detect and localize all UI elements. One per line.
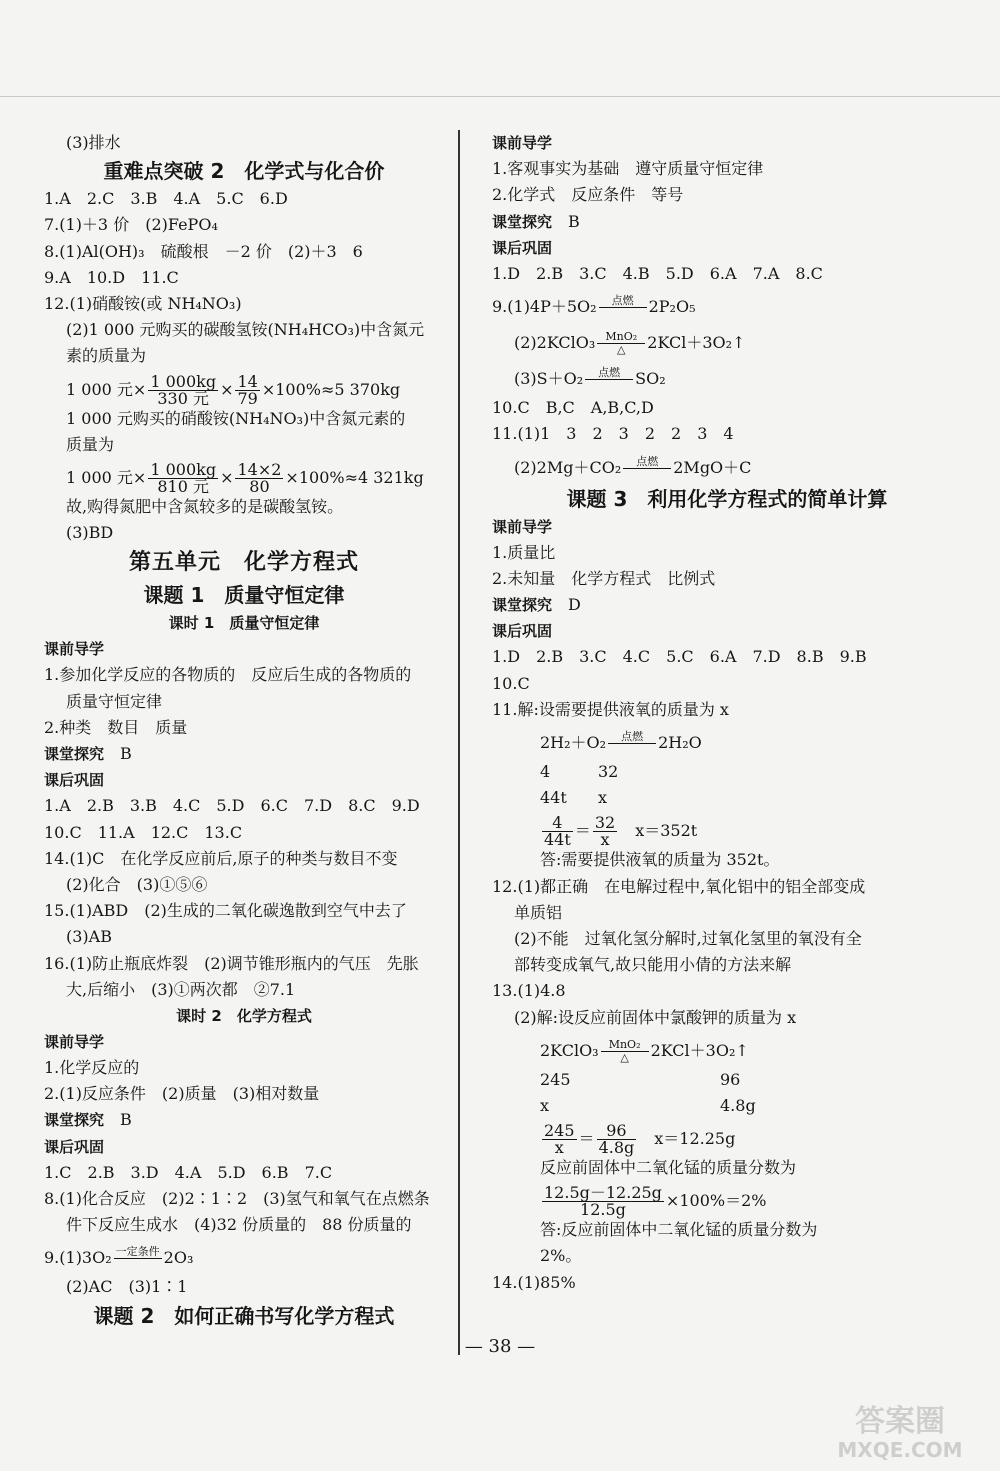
reaction-arrow: MnO₂ △ bbox=[601, 1039, 649, 1064]
answer-line: 1.A 2.B 3.B 4.C 5.D 6.C 7.D 8.C 9.D bbox=[44, 796, 420, 816]
fraction: $\frac{32}{x}$ bbox=[594, 813, 616, 850]
answer-line: 单质铝 bbox=[514, 902, 563, 922]
subsection-label: 课前导学 bbox=[44, 1032, 105, 1051]
fraction: $\frac{1 000kg}{\text{810 元}}$ bbox=[150, 459, 217, 496]
answer-line: 14.(1)C 在化学反应前后,原子的种类与数目不变 bbox=[44, 848, 398, 868]
left-column bbox=[44, 130, 444, 1331]
answer-line: 答:需要提供液氧的质量为 352t。 bbox=[540, 850, 780, 870]
answer-line: 1 000 元购买的硝酸铵(NH₄NO₃)中含氮元素的 bbox=[66, 408, 406, 428]
fraction: $\frac{4}{44t}$ bbox=[544, 813, 571, 850]
calc-row: 44t x bbox=[540, 788, 608, 808]
answer-line: 1.客观事实为基础 遵守质量守恒定律 bbox=[492, 159, 764, 179]
answer-line: (3)BD bbox=[66, 523, 114, 543]
answer-line: 13.(1)4.8 bbox=[492, 981, 566, 1001]
watermark-url: MXQE.COM bbox=[837, 1438, 963, 1462]
answer-line: 答:反应前固体中二氧化锰的质量分数为 bbox=[540, 1220, 818, 1240]
chemical-equation: 2KClO₃ MnO₂ △ 2KCl＋3O₂↑ bbox=[540, 1037, 749, 1064]
answer-line: 1.D 2.B 3.C 4.B 5.D 6.A 7.A 8.C bbox=[492, 263, 823, 283]
answer-line: 10.C bbox=[492, 673, 530, 693]
chemical-equation: 2H₂＋O₂ 点燃 2H₂O bbox=[492, 723, 962, 759]
reaction-arrow: 一定条件 bbox=[115, 1245, 160, 1259]
reaction-arrow: MnO₂ △ bbox=[597, 331, 645, 356]
answer-line: 9.A 10.D 11.C bbox=[44, 267, 179, 287]
fraction: $\frac{14}{79}$ bbox=[237, 371, 258, 408]
reaction-arrow: 点燃 bbox=[608, 731, 656, 756]
answer-line: 11.(1)1 3 2 3 2 2 3 4 bbox=[492, 424, 734, 444]
answer-line: 部转变成氧气,故只能用小倩的方法来解 bbox=[514, 955, 792, 975]
subsection-label: 课后巩固 bbox=[44, 1137, 105, 1156]
fraction-expression: $\frac{12.5g-12.25g}{12.5g}$ ×100%＝2% bbox=[544, 1183, 767, 1220]
watermark-logo bbox=[810, 1395, 990, 1465]
subsection-label: 课后巩固 bbox=[492, 622, 553, 641]
answer-line: 16.(1)防止瓶底炸裂 (2)调节锥形瓶内的气压 先胀 bbox=[44, 953, 419, 973]
answer-line: 质量守恒定律 bbox=[66, 691, 163, 711]
answer-line: 12.(1)硝酸铵(或 NH₄NO₃) bbox=[44, 293, 242, 313]
right-column bbox=[492, 130, 962, 1296]
answer-line: (2)AC (3)1∶1 bbox=[66, 1277, 188, 1297]
subsection-label: 课后巩固 bbox=[44, 771, 105, 790]
fraction-expression: 1 000 元× $\frac{1 000kg}{\text{810 元}}$ × $\frac{14\times 2}{80}$ ×100%≈4 321kg bbox=[66, 459, 424, 496]
subsection-answer: 课堂探究 B bbox=[492, 211, 580, 231]
calc-row: 4 32 bbox=[540, 762, 619, 781]
page-number: — 38 — bbox=[464, 1336, 536, 1357]
answer-line: (3)排水 bbox=[66, 133, 121, 152]
unit-heading: 第五单元 化学方程式 bbox=[128, 550, 359, 576]
fraction: $\frac{12.5g-12.25g}{12.5g}$ bbox=[544, 1183, 662, 1220]
answer-line: (2)不能 过氧化氢分解时,过氧化氢里的氧没有全 bbox=[514, 928, 862, 948]
answer-line: 14.(1)85% bbox=[492, 1272, 576, 1292]
reaction-arrow: 点燃 bbox=[585, 367, 633, 392]
answer-line: 11.解:设需要提供液氧的质量为 x bbox=[492, 699, 729, 719]
answer-line: 大,后缩小 (3)①两次都 ②7.1 bbox=[66, 979, 296, 999]
answer-line: 15.(1)ABD (2)生成的二氧化碳逸散到空气中去了 bbox=[44, 901, 407, 921]
answer-line: 素的质量为 bbox=[66, 346, 147, 366]
answer-line: 2.(1)反应条件 (2)质量 (3)相对数量 bbox=[44, 1084, 320, 1104]
subsection-answer: 课堂探究 D bbox=[492, 595, 581, 615]
fraction: $\frac{245}{x}$ bbox=[544, 1121, 575, 1158]
reaction-arrow: 点燃 bbox=[599, 295, 647, 320]
answer-line: (2)解:设反应前固体中氯酸钾的质量为 x bbox=[514, 1007, 797, 1027]
answer-line: 质量为 bbox=[66, 434, 115, 454]
answer-line: 2.未知量 化学方程式 比例式 bbox=[492, 568, 716, 588]
answer-line: 10.C 11.A 12.C 13.C bbox=[44, 822, 243, 842]
answer-line: 8.(1)化合反应 (2)2∶1∶2 (3)氢气和氧气在点燃条 bbox=[44, 1189, 430, 1208]
chemical-equation: 9.(1)4P＋5O₂ 点燃 2P₂O₅ bbox=[492, 287, 962, 323]
answer-line: 反应前固体中二氧化锰的质量分数为 bbox=[540, 1158, 797, 1178]
subsection-label: 课前导学 bbox=[44, 640, 105, 659]
answer-line: 1.参加化学反应的各物质的 反应后生成的各物质的 bbox=[44, 665, 412, 685]
answer-line: 2%。 bbox=[540, 1246, 582, 1266]
topic-heading: 课题 2 如何正确书写化学方程式 bbox=[93, 1303, 395, 1328]
answer-line: 1.C 2.B 3.D 4.A 5.D 6.B 7.C bbox=[44, 1162, 333, 1182]
subsection-answer: 课堂探究 B bbox=[44, 1110, 132, 1130]
fraction: $\frac{1 000kg}{\text{330 元}}$ bbox=[150, 371, 217, 408]
chemical-equation: (3)S＋O₂ 点燃 SO₂ bbox=[492, 359, 962, 395]
subsection-label: 课前导学 bbox=[492, 134, 553, 152]
answer-line: 1.A 2.C 3.B 4.A 5.C 6.D bbox=[44, 189, 288, 209]
answer-line: 2.种类 数目 质量 bbox=[44, 717, 188, 737]
answer-line: 1.质量比 bbox=[492, 542, 556, 562]
answer-line: (3)AB bbox=[66, 927, 112, 947]
answer-line: (2)化合 (3)①⑤⑥ bbox=[66, 874, 208, 894]
answer-line: 故,购得氮肥中含氮较多的是碳酸氢铵。 bbox=[66, 496, 344, 516]
answer-line: 12.(1)都正确 在电解过程中,氧化铝中的铝全部变成 bbox=[492, 876, 866, 896]
lesson-heading: 课时 1 质量守恒定律 bbox=[168, 614, 320, 633]
reaction-arrow: 点燃 bbox=[623, 456, 671, 481]
lesson-heading: 课时 2 化学方程式 bbox=[176, 1006, 312, 1025]
column-divider bbox=[458, 130, 460, 1355]
subsection-label: 课后巩固 bbox=[492, 238, 553, 257]
answer-line: 件下反应生成水 (4)32 份质量的 88 份质量的 bbox=[66, 1215, 412, 1235]
fraction: $\frac{14\times 2}{80}$ bbox=[237, 459, 282, 496]
answer-line: 8.(1)Al(OH)₃ 硫酸根 －2 价 (2)＋3 6 bbox=[44, 241, 363, 261]
answer-line: 2.化学式 反应条件 等号 bbox=[492, 185, 684, 205]
chemical-equation: 9.(1)3O₂ 一定条件 2O₃ bbox=[44, 1238, 444, 1274]
calc-row: 245 96 bbox=[540, 1069, 741, 1089]
subsection-answer: 课堂探究 B bbox=[44, 744, 132, 763]
calc-row: x 4.8g bbox=[540, 1095, 756, 1115]
topic-heading: 课题 3 利用化学方程式的简单计算 bbox=[566, 486, 888, 511]
scan-edge-line bbox=[0, 96, 1000, 97]
fraction: $\frac{96}{4.8g}$ bbox=[598, 1121, 635, 1158]
answer-line: 1.化学反应的 bbox=[44, 1058, 140, 1078]
proportion-expression: $\frac{245}{x}$ ＝ $\frac{96}{4.8g}$ x＝12.25g bbox=[544, 1121, 736, 1158]
answer-line: 1.D 2.B 3.C 4.C 5.C 6.A 7.D 8.B 9.B bbox=[492, 647, 867, 667]
answer-line: 7.(1)＋3 价 (2)FePO₄ bbox=[44, 215, 218, 235]
chemical-equation: (2)2KClO₃ MnO₂ △ 2KCl＋3O₂↑ bbox=[514, 330, 746, 357]
section-heading: 重难点突破 2 化学式与化合价 bbox=[103, 159, 385, 184]
fraction-expression: 1 000 元× $\frac{1 000kg}{\text{330 元}}$ × $\frac{14}{79}$ ×100%≈5 370kg bbox=[66, 371, 401, 408]
proportion-expression: $\frac{4}{44t}$ ＝ $\frac{32}{x}$ x＝352t bbox=[544, 813, 698, 850]
chemical-equation: (2)2Mg＋CO₂ 点燃 2MgO＋C bbox=[492, 448, 962, 484]
watermark-text: 答案圈 bbox=[855, 1404, 945, 1439]
answer-line: (2)1 000 元购买的碳酸氢铵(NH₄HCO₃)中含氮元 bbox=[66, 320, 425, 340]
subsection-label: 课前导学 bbox=[492, 517, 553, 536]
topic-heading: 课题 1 质量守恒定律 bbox=[143, 583, 345, 608]
answer-line: 10.C B,C A,B,C,D bbox=[492, 398, 654, 418]
